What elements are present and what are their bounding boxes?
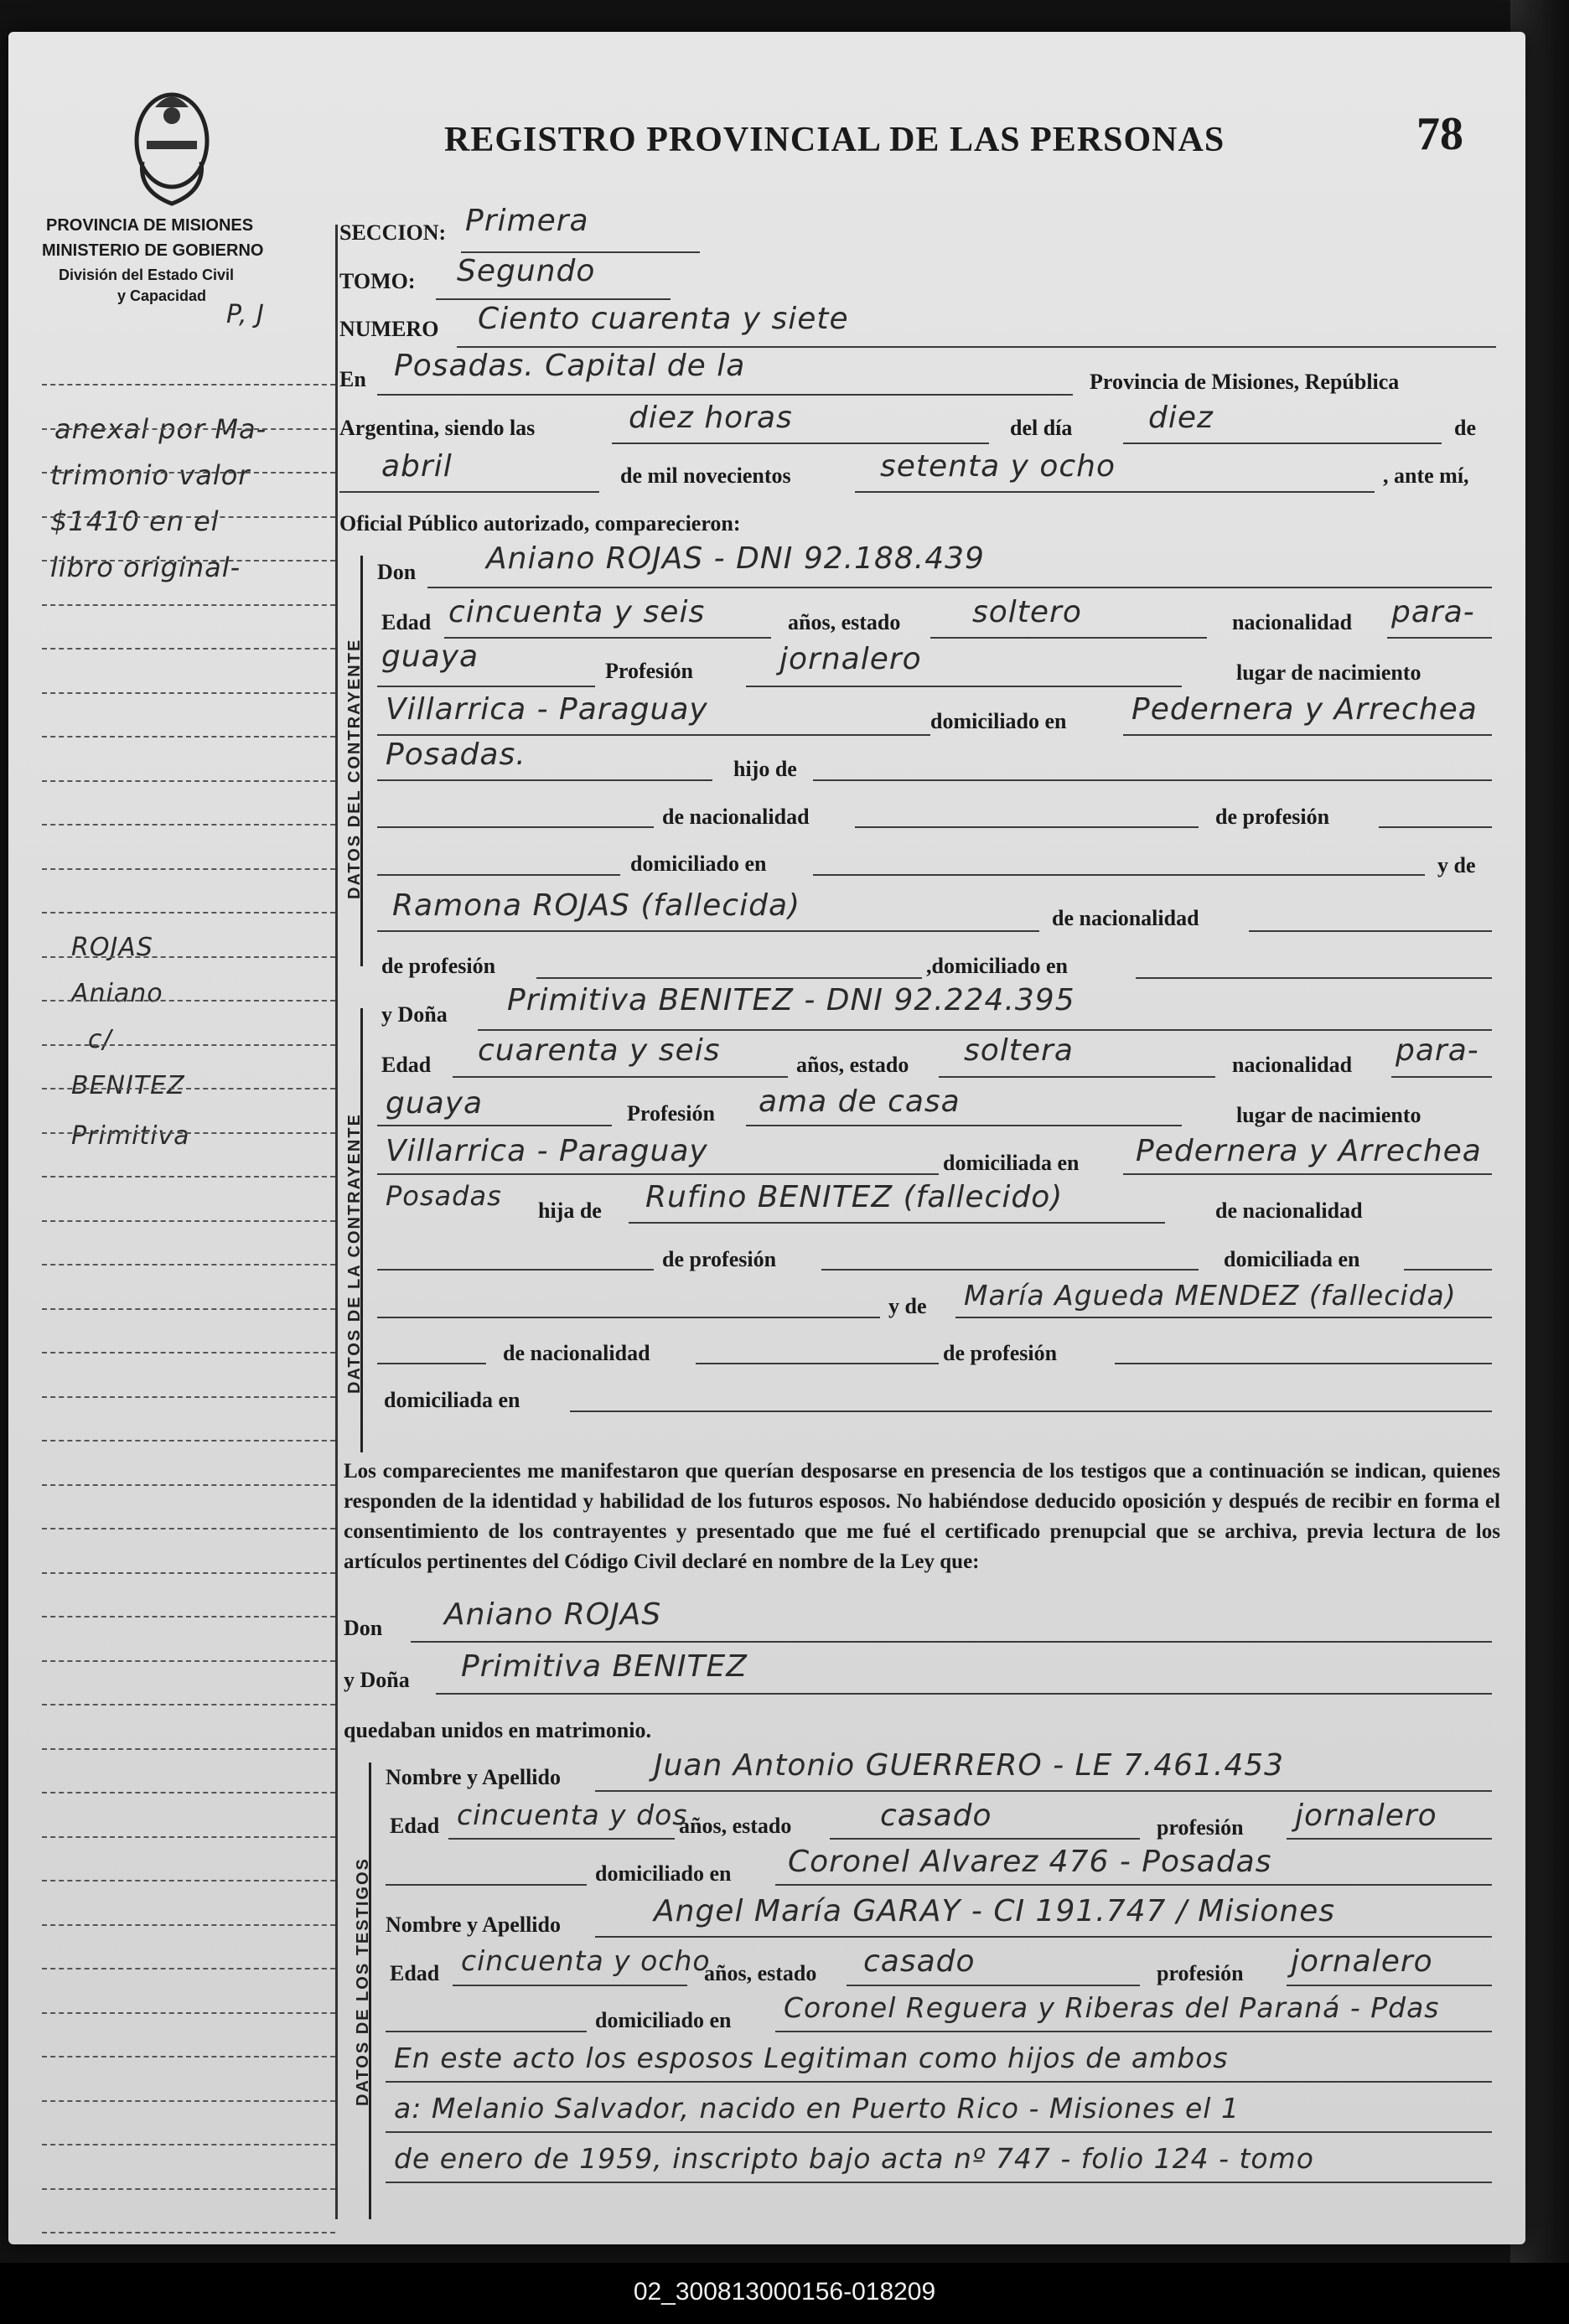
contrayente-nacionalidad-a: para- [1391,595,1475,629]
del-dia-label: del día [1010,416,1073,440]
margin-ruled-line [42,1176,335,1178]
agency-line-1: PROVINCIA DE MISIONES [46,216,254,235]
contrayente-domicilio-a: Pedernera y Arrechea [1131,692,1478,727]
numero-value: Ciento cuarenta y siete [478,302,849,336]
margin-ruled-line [42,1308,335,1310]
t1-domicilio-label: domiciliado en [595,1861,732,1886]
contrayente-lugar-nacimiento: Villarrica - Paraguay [386,692,708,727]
seccion-value: Primera [465,204,589,238]
madre-f-profesion-label: de profesión [943,1341,1058,1365]
nota-line-1: En este acto los esposos Legitiman como hijos de ambos [394,2042,1229,2074]
margin-ruled-line [42,1924,335,1926]
t2-domicilio: Coronel Reguera y Riberas del Paraná - Pdas [784,1991,1440,2024]
contrayente-profesion: jornalero [779,642,922,676]
contrayente-f-nacionalidad-a: para- [1396,1033,1479,1068]
unidos-text: quedaban unidos en matrimonio. [344,1718,651,1742]
anos-estado-f-label: años, estado [796,1053,909,1077]
margin-ruled-line [42,384,335,386]
nota-line-2: a: Melanio Salvador, nacido en Puerto Rico - Misiones el 1 [394,2092,1240,2125]
t2-nombre-label: Nombre y Apellido [386,1913,561,1937]
contrayente-nacionalidad-b: guaya [381,639,479,674]
profesion-label: Profesión [605,659,693,683]
page-number: 78 [1416,108,1463,160]
margin-ruled-line [42,2188,335,2190]
t1-nombre-label: Nombre y Apellido [386,1765,561,1789]
dona-label: y Doña [381,1002,448,1027]
madre-nacionalidad-label: de nacionalidad [1052,906,1199,930]
margin-ruled-line [42,1616,335,1617]
margin-ruled-line [42,1572,335,1574]
margin-note-4: libro original- [50,551,241,583]
nota-line-3: de enero de 1959, inscripto bajo acta nº 747 - folio 124 - tomo [394,2142,1314,2175]
contrayente-f-section-title: DATOS DE LA CONTRAYENTE [345,1113,364,1394]
madre-f-domicilio-label: domiciliada en [384,1388,520,1412]
margin-ruled-line [42,428,335,430]
t2-profesion: jornalero [1291,1944,1433,1979]
agency-line-4: y Capacidad [117,287,207,304]
madre-f-nacionalidad-label: de nacionalidad [503,1341,650,1365]
t2-domicilio-label: domiciliado en [595,2008,732,2032]
lugar-nacimiento-label: lugar de nacimiento [1236,660,1421,685]
padre-nacionalidad-label: de nacionalidad [1215,1198,1363,1223]
margin-ruled-line [42,2144,335,2145]
hija-de-label: hija de [538,1198,602,1223]
scan-id: 02_300813000156-018209 [633,2278,936,2306]
margin-ruled-line [42,472,335,474]
margin-ruled-line [42,1088,335,1090]
document-page [8,32,1525,2244]
agency-line-3: División del Estado Civil [59,267,235,283]
testigos-section-title: DATOS DE LOS TESTIGOS [354,1857,372,2106]
t1-domicilio: Coronel Alvarez 476 - Posadas [788,1845,1272,1879]
margin-ruled-line [42,1044,335,1046]
contrayente-edad: cincuenta y seis [448,595,706,629]
margin-ruled-line [42,1704,335,1705]
en-value: Posadas. Capital de la [394,349,746,383]
declaracion-dona-label: y Doña [344,1668,410,1692]
declaracion-don: Aniano ROJAS [444,1597,662,1632]
argentina-label: Argentina, siendo las [339,416,536,440]
t1-nombre: Juan Antonio GUERRERO - LE 7.461.453 [654,1748,1285,1783]
contrayente-f-nombre: Primitiva BENITEZ - DNI 92.224.395 [507,983,1075,1017]
margin-ruled-line [42,1220,335,1222]
don-label: Don [377,560,417,584]
margin-ruled-line [42,516,335,518]
margin-note-1: anexal por Ma- [54,413,267,445]
margin-ruled-line [42,1880,335,1881]
de-profesion-label: de profesión [1215,805,1330,829]
domiciliado-label: domiciliado en [930,709,1067,733]
margin-ruled-line [42,1264,335,1266]
padre-domicilio-label: domiciliada en [1224,1247,1360,1271]
dia-value: diez [1148,401,1214,435]
hijo-de-label: hijo de [733,757,797,781]
t2-edad: cincuenta y ocho [461,1944,711,1977]
de-mil-label: de mil novecientos [620,463,791,488]
edad-f-label: Edad [381,1053,432,1077]
margin-ruled-line [42,868,335,870]
declaracion-text: Los comparecientes me manifestaron que querían desposarse en presencia de los testigos que a continuación se indican, quienes responden de la identidad y habilidad de los futuros esposos. No habiéndose deducido oposición y después de recibir en forma el consentimiento de los contrayentes y presentado que me fué el certificado prenupcial que se archiva, previa lectura de los artículos pertinentes del Código Civil declaré en nombre de la Ley que: [344,1460,1500,1573]
edad-label: Edad [381,610,432,634]
t2-anos-estado-label: años, estado [704,1961,817,1985]
contrayente-f-profesion: ama de casa [759,1084,961,1119]
margin-ruled-line [42,1660,335,1662]
t1-estado: casado [880,1799,992,1833]
domiciliada-f-label: domiciliada en [943,1151,1080,1175]
coat-of-arms-icon [122,82,222,208]
margin-ruled-line [42,2232,335,2233]
nacionalidad-f-label: nacionalidad [1232,1053,1353,1077]
contrayente-f-domicilio-a: Pedernera y Arrechea [1136,1134,1482,1168]
declaracion-don-label: Don [344,1616,383,1640]
oficial-label: Oficial Público autorizado, comparecieron: [339,511,741,536]
margin-ruled-line [42,1528,335,1529]
numero-label: NUMERO [339,317,439,341]
margin-ruled-line [42,780,335,782]
margin-ruled-line [42,2012,335,2014]
margin-ruled-line [42,692,335,694]
margin-ruled-line [42,1000,335,1002]
margin-ruled-line [42,1748,335,1750]
anio-value: setenta y ocho [880,449,1116,484]
ante-mi-label: , ante mí, [1383,463,1469,488]
mes-value: abril [381,449,453,484]
margin-ruled-line [42,1484,335,1486]
agency-line-2: MINISTERIO DE GOBIERNO [42,241,264,260]
margin-ruled-line [42,1132,335,1134]
margin-name-1: ROJAS [71,933,153,962]
tomo-value: Segundo [457,254,596,288]
contrayente-f-lugar-nacimiento: Villarrica - Paraguay [386,1134,708,1168]
t2-profesion-label: profesión [1157,1961,1244,1985]
margin-ruled-line [42,1440,335,1442]
provincia-label: Provincia de Misiones, República [1090,370,1400,394]
margin-ruled-line [42,2056,335,2057]
contrayente-estado: soltero [972,595,1082,629]
margin-ruled-line [42,2100,335,2102]
margin-ruled-line [42,912,335,914]
en-label: En [339,367,366,391]
tomo-label: TOMO: [339,269,416,293]
contrayente-f-madre: María Agueda MENDEZ (fallecida) [964,1279,1457,1312]
contrayente-f-edad: cuarenta y seis [478,1033,721,1068]
y-de-f-label: y de [888,1294,927,1318]
declaracion-dona: Primitiva BENITEZ [461,1649,748,1684]
margin-ruled-line [42,1352,335,1354]
contrayente-nombre: Aniano ROJAS - DNI 92.188.439 [486,541,985,576]
margin-name-3: c/ [88,1025,112,1054]
initials: P, J [226,300,265,329]
contrayente-section-title: DATOS DEL CONTRAYENTE [345,638,364,899]
margin-ruled-line [42,956,335,958]
contrayente-f-estado: soltera [964,1033,1074,1068]
margin-ruled-line [42,1968,335,1969]
margin-divider [335,225,338,2219]
contrayente-f-padre: Rufino BENITEZ (fallecido) [645,1180,1064,1214]
margin-ruled-line [42,1792,335,1793]
de-label: de [1454,416,1476,440]
contrayente-madre: Ramona ROJAS (fallecida) [392,888,801,923]
margin-name-5: Primitiva [71,1121,190,1151]
seccion-label: SECCION: [339,220,447,245]
page-title: REGISTRO PROVINCIAL DE LAS PERSONAS [444,121,1225,159]
y-de-label: y de [1437,853,1476,877]
madre-profesion-label: de profesión [381,954,496,978]
madre-domicilio-label: ,domiciliado en [926,954,1069,978]
margin-ruled-line [42,736,335,738]
margin-name-4: BENITEZ [71,1071,185,1100]
margin-ruled-line [42,1396,335,1398]
domiciliado-en-label: domiciliado en [630,851,767,876]
t2-estado: casado [863,1944,976,1979]
contrayente-domicilio-b: Posadas. [386,738,526,772]
contrayente-f-nacionalidad-b: guaya [386,1086,484,1121]
t1-anos-estado-label: años, estado [679,1814,792,1838]
de-nacionalidad-label: de nacionalidad [662,805,810,829]
margin-ruled-line [42,560,335,562]
anos-estado-label: años, estado [788,610,901,634]
margin-ruled-line [42,648,335,650]
nacionalidad-label: nacionalidad [1232,610,1353,634]
lugar-nacimiento-f-label: lugar de nacimiento [1236,1103,1421,1127]
t1-edad: cincuenta y dos [457,1799,688,1831]
profesion-f-label: Profesión [627,1101,715,1126]
margin-ruled-line [42,824,335,826]
margin-note-2: trimonio valor [50,459,251,491]
padre-profesion-label: de profesión [662,1247,777,1271]
margin-name-2: Aniano [71,979,163,1008]
t1-profesion: jornalero [1295,1799,1437,1833]
margin-ruled-line [42,604,335,606]
t1-profesion-label: profesión [1157,1815,1244,1840]
t1-edad-label: Edad [390,1814,440,1838]
t2-edad-label: Edad [390,1961,440,1985]
margin-note-3: $1410 en el [50,505,220,537]
contrayente-f-domicilio-b: Posadas [386,1180,502,1212]
t2-nombre: Angel María GARAY - CI 191.747 / Misiones [654,1894,1335,1928]
margin-ruled-line [42,1836,335,1838]
horas-value: diez horas [629,401,793,435]
